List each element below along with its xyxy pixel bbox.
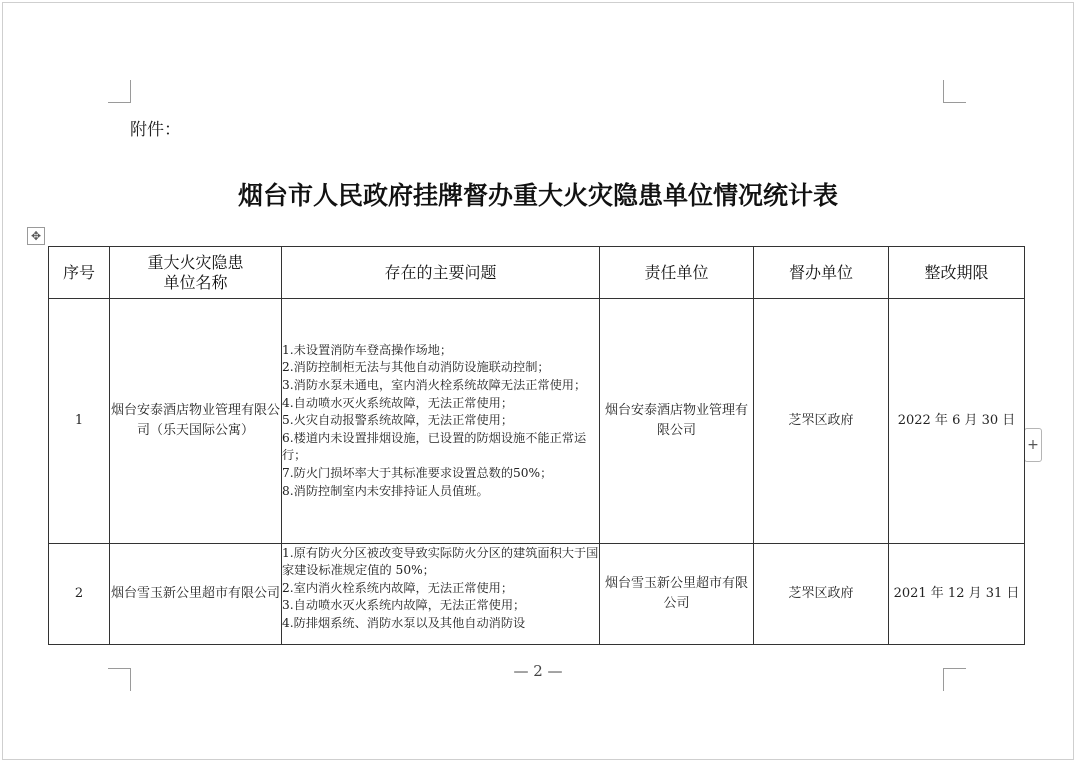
issue-item: 1.原有防火分区被改变导致实际防火分区的建筑面积大于国家建设标准规定值的 50%； — [282, 545, 599, 578]
issue-item: 4.防排烟系统、消防水泵以及其他自动消防设 — [282, 615, 526, 630]
cell-deadline: 2021 年 12 月 31 日 — [889, 544, 1025, 645]
header-unit-name — [110, 247, 282, 299]
issue-item: 7.防火门损坏率大于其标准要求设置总数的50%； — [282, 465, 553, 480]
attachment-label: 附件： — [130, 120, 181, 140]
issue-item: 2.消防控制柜无法与其他自动消防设施联动控制； — [282, 360, 550, 375]
document-title: 烟台市人民政府挂牌督办重大火灾隐患单位情况统计表 — [237, 181, 838, 210]
table-row — [49, 299, 1025, 544]
table-row — [49, 544, 1025, 645]
cell-issues — [282, 544, 600, 645]
margin-corner-top-left — [108, 80, 131, 103]
table-header-row — [49, 247, 1025, 299]
hazard-table — [48, 246, 1025, 645]
cell-responsible: 烟台雪玉新公里超市有限公司 — [600, 544, 754, 645]
move-cross-icon[interactable]: ✥ — [27, 227, 45, 245]
cell-unit: 烟台安泰酒店物业管理有限公司（乐天国际公寓） — [110, 299, 282, 544]
issue-item: 3.消防水泵未通电，室内消火栓系统故障无法正常使用； — [282, 378, 587, 393]
page-number: — 2 — — [513, 662, 563, 680]
cell-deadline: 2022 年 6 月 30 日 — [889, 299, 1025, 544]
header-no: 序号 — [49, 247, 110, 299]
header-deadline: 整改期限 — [889, 247, 1025, 299]
issue-list — [282, 545, 599, 644]
issue-item: 5.火灾自动报警系统故障，无法正常使用； — [282, 413, 514, 428]
issue-item: 8.消防控制室内未安排持证人员值班。 — [282, 483, 489, 498]
cell-unit: 烟台雪玉新公里超市有限公司 — [110, 544, 282, 645]
margin-corner-top-right — [943, 80, 966, 103]
cell-issues — [282, 299, 600, 544]
issue-item: 6.楼道内未设置排烟设施，已设置的防烟设施不能正常运行； — [282, 430, 587, 463]
cell-supervisor: 芝罘区政府 — [754, 544, 889, 645]
header-supervisor: 督办单位 — [754, 247, 889, 299]
cell-supervisor: 芝罘区政府 — [754, 299, 889, 544]
issue-item: 4.自动喷水灭火系统故障，无法正常使用； — [282, 395, 514, 410]
header-responsible: 责任单位 — [600, 247, 754, 299]
cell-no: 1 — [49, 299, 110, 544]
issue-item: 3.自动喷水灭火系统内故障，无法正常使用； — [282, 598, 526, 613]
issue-item: 2.室内消火栓系统内故障，无法正常使用； — [282, 580, 514, 595]
header-unit-name-line: 重大火灾隐患 — [147, 252, 244, 272]
header-unit-name-line: 单位名称 — [163, 272, 228, 292]
cell-responsible: 烟台安泰酒店物业管理有限公司 — [600, 299, 754, 544]
issue-item: 1.未设置消防车登高操作场地； — [282, 342, 453, 357]
header-issues: 存在的主要问题 — [282, 247, 600, 299]
issue-list — [282, 342, 599, 500]
plus-icon[interactable]: + — [1024, 428, 1042, 462]
cell-no: 2 — [49, 544, 110, 645]
